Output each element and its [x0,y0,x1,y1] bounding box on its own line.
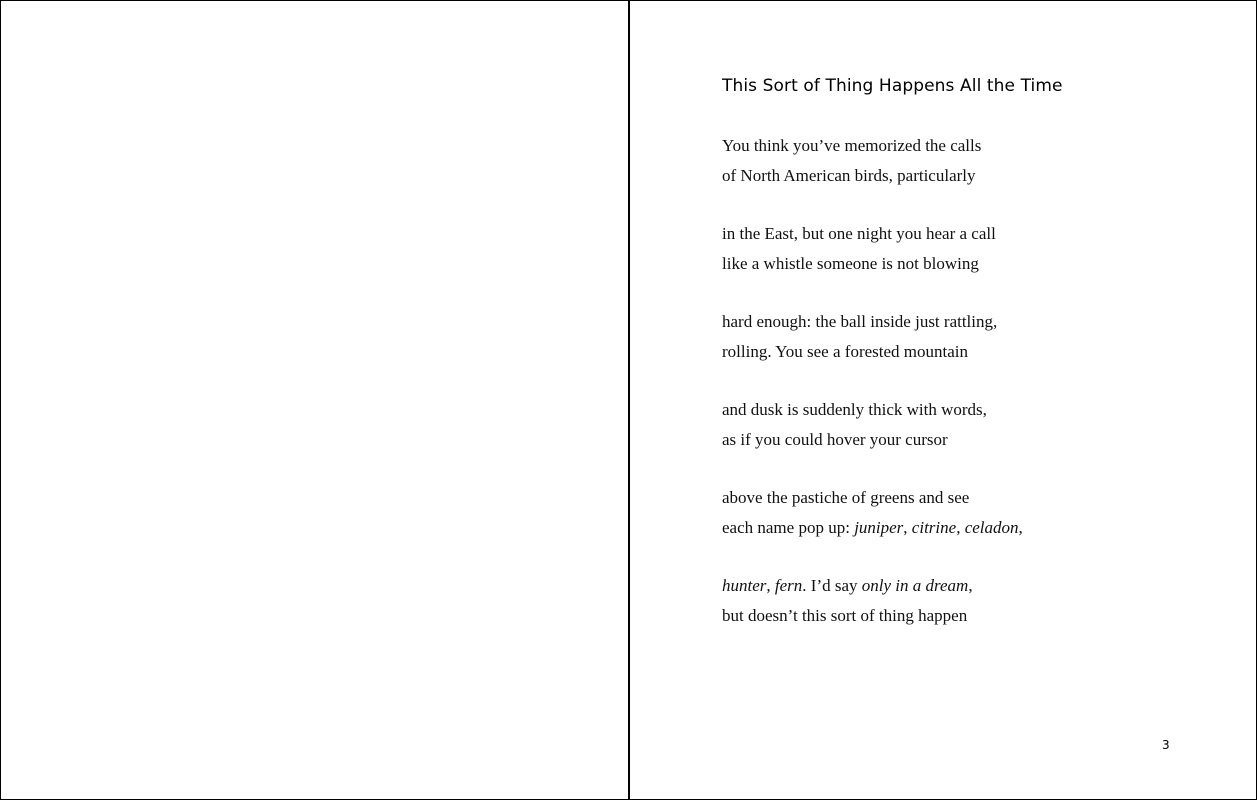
poem-italic-text: hunter [722,576,767,595]
poem-text: of North American birds, particularly [722,165,976,185]
poem-stanza [722,219,1023,278]
poem-italic-text: celadon [964,517,1019,537]
poem-line [722,395,1023,425]
poem-text: rolling. You see a forested mountain [722,341,968,361]
poem-line [722,425,1023,455]
poem-line [722,513,1023,543]
poem-italic-text: only in a dream [861,576,969,595]
poem-stanza [722,307,1023,366]
poem-line [722,219,1023,249]
left-page [1,1,628,799]
poem-text: , [1018,517,1023,537]
poem-stanza [722,395,1023,454]
poem-line [722,571,1023,601]
poem-text: , [766,576,775,595]
poem-text: but doesn’t this sort of thing happen [722,605,968,625]
page-number: 3 [1162,738,1170,752]
poem-line [722,307,1023,337]
poem-text: like a whistle someone is not blowing [722,253,979,273]
poem-line [722,249,1023,279]
poem-line [722,601,1023,631]
poem-text: as if you could hover your cursor [722,429,948,449]
poem-italic-text: citrine [911,517,957,537]
poem-italic-text: juniper [854,517,904,537]
poem-stanza [722,131,1023,190]
poem-stanza [722,483,1023,542]
poem-line [722,131,1023,161]
poem-italic-text: fern [774,576,803,595]
poem-title: This Sort of Thing Happens All the Time [722,76,1063,96]
poem-text: above the pastiche of greens and see [722,488,970,507]
poem-text: , [956,517,965,537]
poem-stanza [722,571,1023,630]
poem-text: , [968,576,973,595]
poem-text: You think you’ve memorized the calls [722,136,982,155]
poem-body [722,131,1023,659]
poem-line [722,337,1023,367]
poem-line [722,483,1023,513]
poem-text: . I’d say [802,576,862,595]
poem-text: in the East, but one night you hear a call [722,224,996,243]
poem-text: , [903,517,912,537]
poem-text: hard enough: the ball inside just rattling, [722,312,998,331]
poem-line [722,161,1023,191]
poem-text: and dusk is suddenly thick with words, [722,400,987,419]
right-page [630,1,1256,799]
poem-text: each name pop up: [722,517,855,537]
